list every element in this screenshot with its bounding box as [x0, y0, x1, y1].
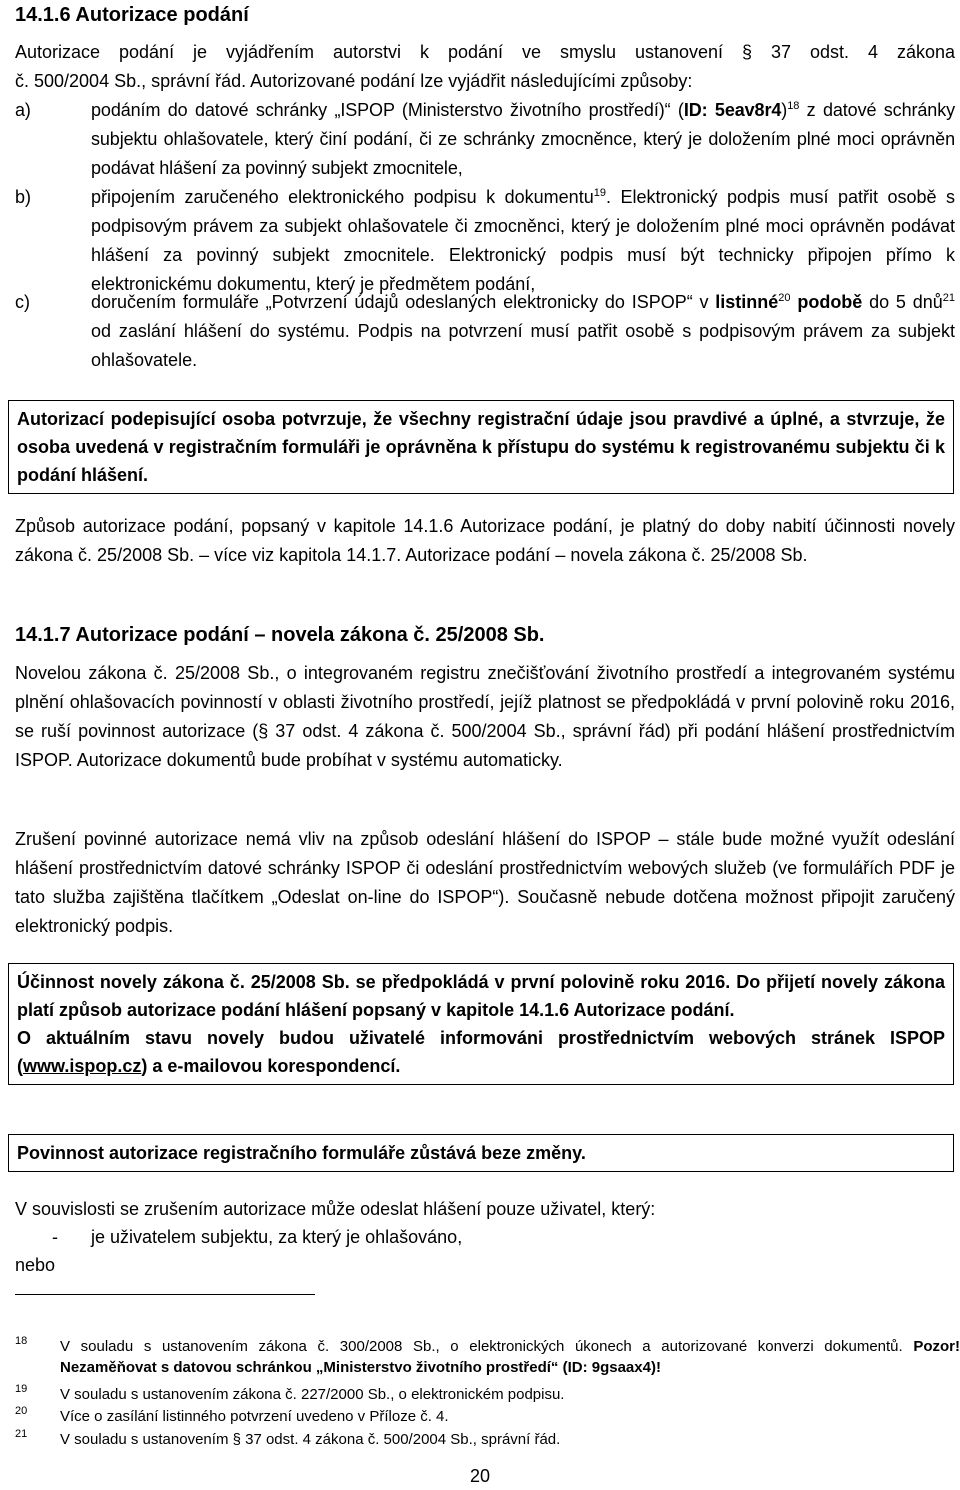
- list-item-label: a): [15, 100, 31, 120]
- dash-item-text: je uživatelem subjektu, za který je ohlašováno,: [91, 1227, 463, 1247]
- item-c-bold-2: podobě: [797, 292, 863, 312]
- footnote-number: 21: [15, 1428, 28, 1440]
- information-text-b: ) a e-mailovou korespondencí.: [141, 1056, 401, 1076]
- ispop-web-link[interactable]: www.ispop.cz: [23, 1056, 142, 1076]
- intro-line-1: Autorizace podání je vyjádřením autorstvi k podání ve smyslu ustanovení § 37 odst. 4 zákona: [15, 42, 955, 62]
- cancellation-paragraph: Zrušení povinné autorizace nemá vliv na způsob odeslání hlášení do ISPOP – stále bude možné využít odeslání hlášení prostřednictvím datové schránky ISPOP či odeslání prostřednictvím webových služeb (ve formulářích PDF je tato služba zajištěna tlačítkem „Odeslat on-line do ISPOP“). Současně nebude dotčena možnost připojit zaručený elektronický podpis.: [15, 829, 955, 936]
- databox-id: ID: 5eav8r4: [683, 100, 782, 120]
- item-c-text-1: doručením formuláře „Potvrzení údajů odeslaných elektronicky do ISPOP“ v: [91, 292, 716, 312]
- footnote-18: [15, 1336, 960, 1378]
- item-c-text-2: do 5 dnů: [862, 292, 943, 312]
- amendment-paragraph: Novelou zákona č. 25/2008 Sb., o integrovaném registru znečišťování životního prostředí a integrovaném systému plnění ohlašovacích povinností v oblasti životního prostředí, jejíž platnost se předpokládá v první polovině roku 2016, se ruší povinnost autorizace (§ 37 odst. 4 zákona č. 500/2004 Sb., správní řád) při podání hlášení prostřednictvím ISPOP. Autorizace dokumentů bude probíhat v systému automaticky.: [15, 663, 955, 770]
- registration-form-notice-box: Povinnost autorizace registračního formuláře zůstává beze změny.: [8, 1134, 954, 1172]
- list-item-text: [91, 96, 955, 183]
- user-paragraph: V souvislosti se zrušením autorizace může odeslat hlášení pouze uživatel, který:: [15, 1199, 656, 1219]
- item-c-text-3: od zaslání hlášení do systému. Podpis na potvrzení musí patřit osobě s podpisovým právem za subjekt ohlašovatele.: [91, 321, 955, 370]
- footnote-text: [60, 1336, 960, 1378]
- footnote-ref-19[interactable]: 19: [593, 187, 606, 199]
- list-item-label: b): [15, 187, 32, 207]
- footnote-number: 20: [15, 1405, 28, 1417]
- footnote-ref-20[interactable]: 20: [778, 292, 791, 304]
- footnote-ref-21[interactable]: 21: [942, 292, 955, 304]
- information-text-a: O aktuálním stavu novely budou uživatelé informováni prostřednictvím webových stránek ISPOP (: [17, 1028, 945, 1076]
- footnote-18-text: V souladu s ustanovením zákona č. 300/2008 Sb., o elektronických úkonech a autorizované konverzi dokumentů.: [60, 1338, 914, 1355]
- list-item-label: c): [15, 292, 30, 312]
- footnote-text: Více o zasílání listinného potvrzení uvedeno v Příloze č. 4.: [60, 1408, 449, 1425]
- footnote-text: V souladu s ustanovením zákona č. 227/2000 Sb., o elektronickém podpisu.: [60, 1386, 565, 1403]
- list-item-text: [91, 288, 955, 375]
- list-item-text: [91, 183, 955, 299]
- dash-item: [15, 1223, 955, 1252]
- intro-line-2a: č. 500/2004 Sb., správní řád.: [15, 71, 247, 91]
- footnote-18-warning: Pozor! Nezaměňovat s datovou schránkou „Ministerstvo životního prostředí“ (ID: 9gsaax4)!: [60, 1338, 960, 1376]
- list-item-b: [15, 183, 955, 303]
- item-a-text-2: ): [781, 100, 788, 120]
- footnote-text: V souladu s ustanovením § 37 odst. 4 zákona č. 500/2004 Sb., správní řád.: [60, 1431, 561, 1448]
- footnote-number: 19: [15, 1383, 28, 1395]
- list-item-a: [15, 96, 955, 186]
- footnote-separator: [15, 1294, 315, 1295]
- nebo-text: nebo: [15, 1255, 56, 1275]
- item-c-bold-1: listinné: [715, 292, 779, 312]
- item-b-text-2: . Elektronický podpis musí patřit osobě s podpisovým právem za subjekt ohlašovatele či zmocněnci, který je doložením plné moci oprávněn podávat hlášení za povinný subjekt zmocnitele. Elektronický podpis musí být technicky připojen přímo k elektronickému dokumentu, který je předmětem podání,: [91, 187, 956, 294]
- validity-paragraph: Způsob autorizace podání, popsaný v kapitole 14.1.6 Autorizace podání, je platný do doby nabití účinnosti novely zákona č. 25/2008 Sb. – více viz kapitola 14.1.7. Autorizace podání – novela zákona č. 25/2008 Sb.: [15, 516, 955, 565]
- effectiveness-text: Účinnost novely zákona č. 25/2008 Sb. se předpokládá v první polovině roku 2016. Do přijetí novely zákona platí způsob autorizace podání hlášení popsaný v kapitole 14.1.6 Autorizace podání.: [17, 972, 945, 1020]
- footnote-ref-18[interactable]: 18: [787, 100, 800, 112]
- item-a-text-1: podáním do datové schránky „ISPOP (Ministerstvo životního prostředí)“ (: [91, 100, 684, 120]
- intro-line-2: [15, 67, 955, 96]
- intro-line-2b: Autorizované podání lze vyjádřit následujícími způsoby:: [250, 71, 693, 91]
- item-a-text-3: z datové schránky subjektu ohlašovatele, který činí podání, či ze schránky zmocněnce, který je doložením plné moci oprávněn podávat hlášení za povinný subjekt zmocnitele,: [91, 100, 956, 178]
- information-text: [17, 1024, 945, 1080]
- item-b-text-1: připojením zaručeného elektronického podpisu k dokumentu: [91, 187, 594, 207]
- section-heading-14-1-6: 14.1.6 Autorizace podání: [15, 4, 249, 26]
- section-heading-14-1-7: 14.1.7 Autorizace podání – novela zákona č. 25/2008 Sb.: [15, 624, 545, 646]
- effectiveness-notice-box: [8, 963, 954, 1085]
- footnote-number: 18: [15, 1335, 28, 1347]
- dash-bullet: -: [52, 1227, 58, 1247]
- list-item-c: [15, 288, 955, 378]
- page-number: 20: [469, 1466, 491, 1486]
- authorization-notice-box: Autorizací podepisující osoba potvrzuje, že všechny registrační údaje jsou pravdivé a úplné, a stvrzuje, že osoba uvedená v registračním formuláři je oprávněna k přístupu do systému k registrovanému subjektu či k podání hlášení.: [8, 400, 954, 494]
